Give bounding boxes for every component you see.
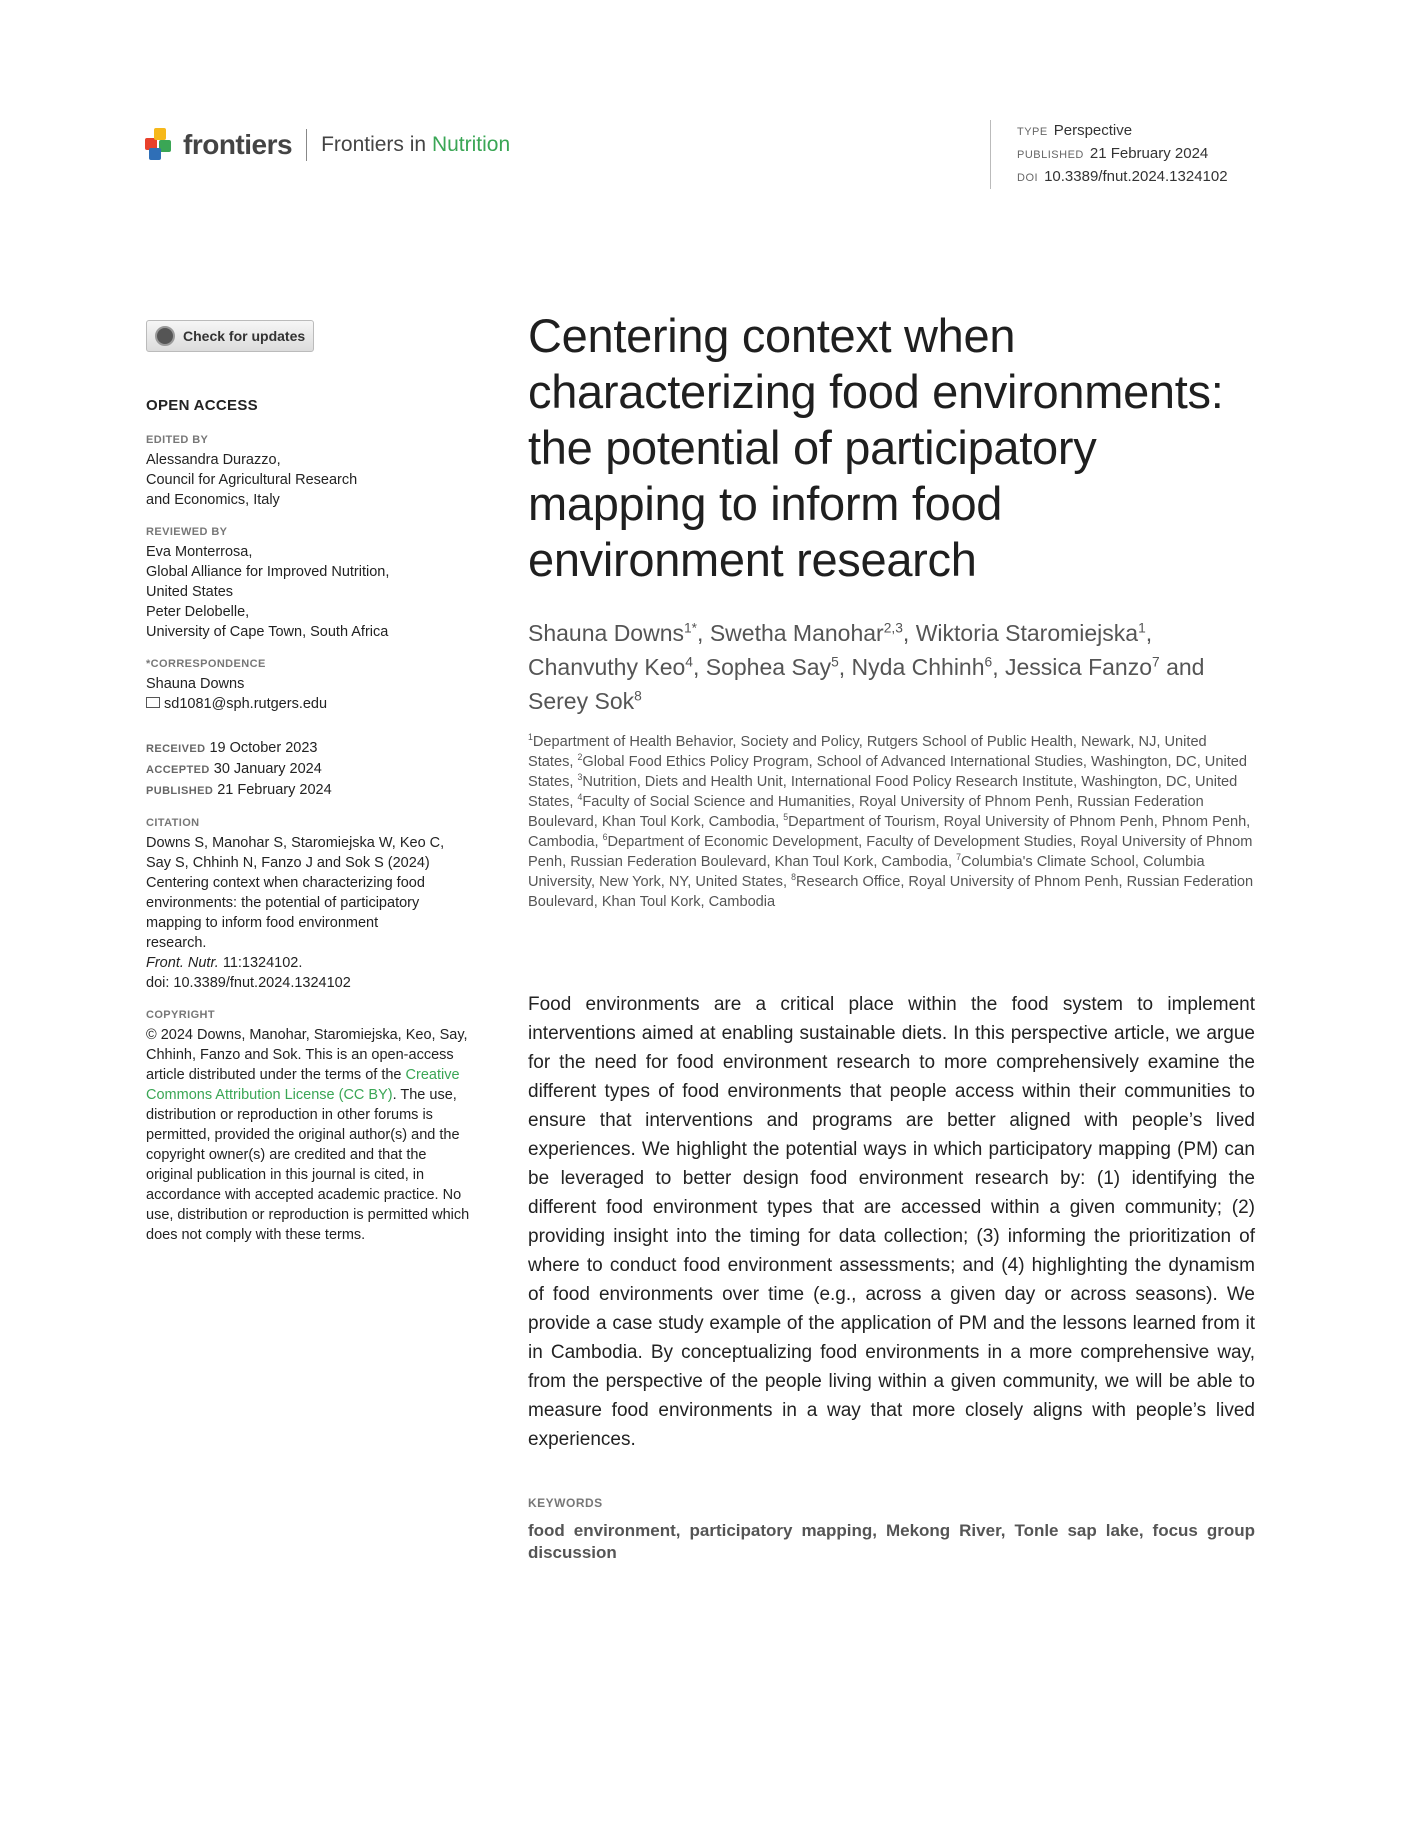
meta-doi[interactable]: DOI 10.3389/fnut.2024.1324102 <box>1017 168 1228 185</box>
correspondence-email-row[interactable] <box>146 694 476 714</box>
open-access-label: OPEN ACCESS <box>146 397 258 414</box>
author[interactable]: Jessica Fanzo$^7$ <box>1004 654 1160 680</box>
author[interactable]: Sophea Say$^5$ <box>705 654 839 680</box>
main-content <box>528 308 1255 1564</box>
journal-name: Frontiers in Nutrition <box>321 133 511 156</box>
logo-divider <box>306 129 307 161</box>
frontiers-logo-icon <box>145 128 175 162</box>
copyright-text: © 2024 Downs, Manohar, Staromiejska, Keo, Say, Chhinh, Fanzo and Sok. This is an open-access article distributed under the terms of the Creative Commons Attribution License (CC BY). The use, distribution or reproduction in other forums is permitted, provided the original author(s) and the copyright owner(s) are credited and that the original publication in this journal is cited, in accordance with accepted academic practice. No use, distribution or reproduction is permitted which does not comply with these terms. <box>146 1027 470 1243</box>
affiliation: $^2$Global Food Ethics Policy Program, School of Advanced International Studies, Washington, DC, United States, <box>528 752 1247 790</box>
affiliation: $^1$Department of Health Behavior, Society and Policy, Rutgers School of Public Health, Newark, NJ, United States, <box>528 732 1207 770</box>
reviewed-by-label: REVIEWED BY <box>146 526 228 538</box>
article-title: Centering context when characterizing food environments: the potential of participatory mapping to inform food environment research <box>528 309 1224 586</box>
correspondence-email[interactable]: sd1081@sph.rutgers.edu <box>164 696 328 712</box>
edited-by: Alessandra Durazzo, Council for Agricultural Research and Economics, Italy <box>146 452 358 508</box>
cc-by-license-link[interactable]: Creative Commons Attribution License (CC BY) <box>146 1067 460 1103</box>
author[interactable]: Wiktoria Staromiejska$^1$ <box>915 620 1146 646</box>
author[interactable]: Swetha Manohar$^{2,3}$ <box>709 620 903 646</box>
author[interactable]: Serey Sok$^8$ <box>528 688 642 714</box>
affiliations <box>528 732 1255 912</box>
check-for-updates-label: Check for updates <box>183 328 306 344</box>
reviewed-by: Eva Monterrosa, Global Alliance for Improved Nutrition, United States Peter Delobelle, University of Cape Town, South Africa <box>146 544 390 640</box>
citation-text: Downs S, Manohar S, Staromiejska W, Keo C, Say S, Chhinh N, Fanzo J and Sok S (2024) Centering context when characterizing food environments: the potential of participatory mapping to inform food environment research. <box>146 835 445 951</box>
author-list: Shauna Downs$^{1*}$, Swetha Manohar$^{2,3}$, Wiktoria Staromiejska$^1$, Chanvuthy Keo$^4$, Sophea Say$^5$, Nyda Chhinh$^6$, Jessica Fanzo$^7$ and Serey Sok$^8$ <box>528 620 1205 714</box>
author[interactable]: Chanvuthy Keo$^4$ <box>528 654 693 680</box>
citation-label: CITATION <box>146 817 200 829</box>
affiliation: $^8$Research Office, Royal University of Phnom Penh, Russian Federation Boulevard, Khan Toul Kork, Cambodia <box>528 872 1254 910</box>
brand-name: frontiers <box>183 129 293 160</box>
citation-journal-row: Front. Nutr. 11:1324102. <box>146 955 303 971</box>
article-meta <box>990 120 1228 189</box>
updates-icon <box>155 326 175 346</box>
affiliation: $^4$Faculty of Social Science and Humanities, Royal University of Phnom Penh, Russian Federation Boulevard, Khan Toul Kork, Cambodia, <box>528 792 1204 830</box>
meta-published: PUBLISHED 21 February 2024 <box>1017 145 1209 162</box>
keywords: food environment, participatory mapping, Mekong River, Tonle sap lake, focus group discussion <box>528 1521 1255 1562</box>
envelope-icon <box>146 697 160 708</box>
accepted-row: ACCEPTED 30 January 2024 <box>146 761 322 777</box>
correspondence-name: Shauna Downs <box>146 676 245 692</box>
received-row: RECEIVED 19 October 2023 <box>146 740 318 756</box>
abstract: Food environments are a critical place within the food system to implement interventions aimed at enabling sustainable diets. In this perspective article, we argue for the need for food environment research to more comprehensively examine the different types of food environments that people access within their communities to ensure that interventions and programs are better aligned with people’s lived experiences. We highlight the potential ways in which participatory mapping (PM) can be leveraged to better design food environment research by: (1) identifying the different food environment types that are accessed within a given community; (2) providing insight into the timing for data collection; (3) informing the prioritization of where to conduct food environment assessments; and (4) highlighting the dynamism of food environments over time (e.g., across a given day or across seasons). We provide a case study example of the application of PM and the lessons learned from it in Cambodia. By conceptualizing food environments in a more comprehensive way, from the perspective of the people living within a given community, we will be able to measure food environments in a way that more closely aligns with people’s lived experiences. <box>528 994 1255 1450</box>
author[interactable]: Shauna Downs$^{1*}$ <box>528 620 698 646</box>
affiliation: $^5$Department of Tourism, Royal University of Phnom Penh, Phnom Penh, Cambodia, <box>528 812 1251 850</box>
copyright-label: COPYRIGHT <box>146 1009 215 1021</box>
correspondence-label: *CORRESPONDENCE <box>146 658 266 670</box>
published-row: PUBLISHED 21 February 2024 <box>146 782 332 798</box>
author[interactable]: Nyda Chhinh$^6$ <box>851 654 993 680</box>
affiliation: $^7$Columbia's Climate School, Columbia University, New York, NY, United States, <box>528 852 1205 890</box>
affiliation: $^3$Nutrition, Diets and Health Unit, International Food Policy Research Institute, Washington, DC, United States, <box>528 772 1238 810</box>
meta-type: TYPE Perspective <box>1017 122 1133 139</box>
citation-doi: doi: 10.3389/fnut.2024.1324102 <box>146 975 351 991</box>
sidebar <box>146 396 476 1245</box>
keywords-label: KEYWORDS <box>528 1496 603 1510</box>
edited-by-label: EDITED BY <box>146 434 209 446</box>
affiliation: $^6$Department of Economic Development, Faculty of Development Studies, Royal University of Phnom Penh, Russian Federation Boulevard, Khan Toul Kork, Cambodia, <box>528 832 1253 870</box>
journal-logo <box>145 125 510 165</box>
check-for-updates-button[interactable] <box>146 320 314 352</box>
